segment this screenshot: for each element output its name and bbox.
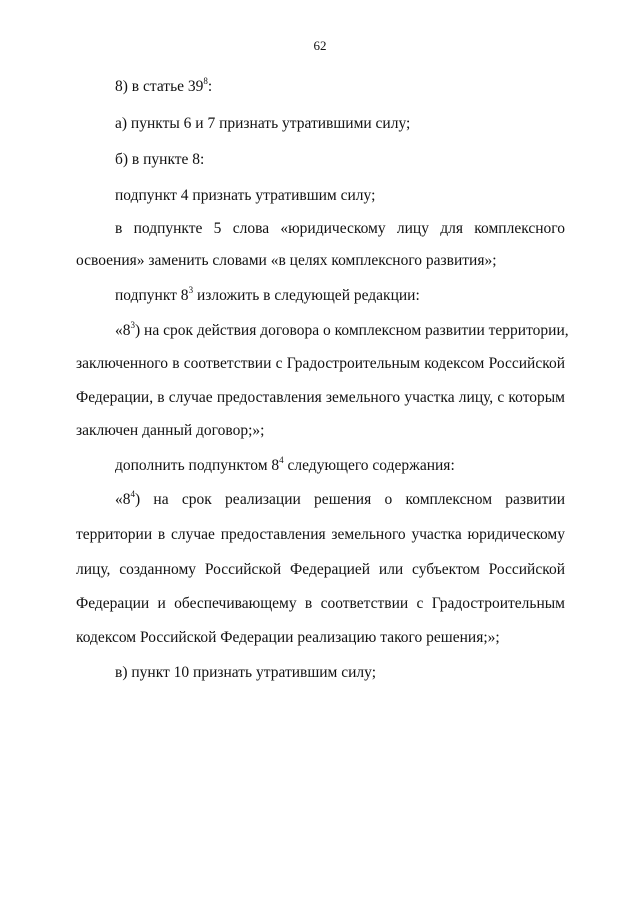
paragraph-subitem-5-line-2: освоения» заменить словами «в целях комплексного развития»; (76, 252, 497, 269)
page-number: 62 (313, 38, 327, 53)
paragraph-item-b: б) в пункте 8: (115, 151, 205, 168)
paragraph-article-39-8: 8) в статье $39^8$: (115, 75, 213, 95)
paragraph-item-a: а) пункты 6 и 7 признать утратившими силу; (115, 115, 411, 132)
paragraph-add-8-4-intro: дополнить подпунктом $8^4$ следующего содержания: (115, 454, 455, 474)
paragraph-subitem-5-line-1: в подпункте 5 слова «юридическому лицу для комплексного (115, 220, 565, 237)
paragraph-subitem-8-3-intro: подпункт $8^3$ изложить в следующей редакции: (115, 284, 420, 304)
paragraph-8-4-line-1: «$8^4$) на срок реализации решения о комплексном развитии (115, 488, 565, 508)
paragraph-8-4-line-4: Федерации и обеспечивающему в соответствии с Градостроительным (76, 595, 565, 612)
paragraph-8-3-line-1: «$8^3$) на срок действия договора о комплексном развитии территории, (115, 319, 569, 339)
paragraph-subitem-4: подпункт 4 признать утратившим силу; (115, 187, 376, 204)
paragraph-8-4-line-2: территории в случае предоставления земельного участка юридическому (76, 526, 565, 543)
paragraph-item-v: в) пункт 10 признать утратившим силу; (115, 664, 377, 681)
paragraph-8-4-line-3: лицу, созданному Российской Федерацией или субъектом Российской (76, 561, 565, 578)
paragraph-8-4-line-5: кодексом Российской Федерации реализацию такого решения;»; (76, 629, 500, 646)
paragraph-8-3-line-2: заключенного в соответствии с Градостроительным кодексом Российской (76, 355, 565, 372)
paragraph-8-3-line-3: Федерации, в случае предоставления земельного участка лицу, с которым (76, 389, 565, 406)
paragraph-8-3-line-4: заключен данный договор;»; (76, 422, 265, 439)
